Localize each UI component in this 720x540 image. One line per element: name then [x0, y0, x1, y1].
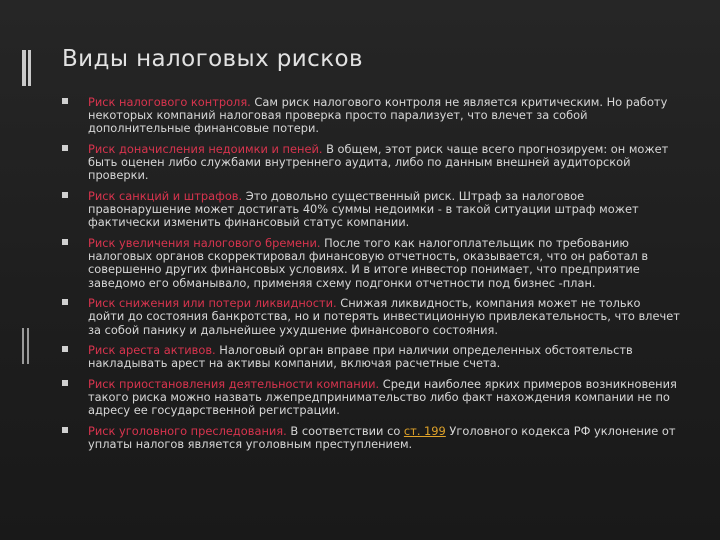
square-bullet-icon	[62, 192, 68, 198]
square-bullet-icon	[62, 427, 68, 433]
risk-name: Риск доначисления недоимки и пеней.	[88, 142, 323, 156]
list-item	[62, 190, 680, 230]
side-accent-bars	[22, 328, 32, 364]
risk-name: Риск санкций и штрафов.	[88, 189, 243, 203]
risk-description: После того как налогоплательщик по требованию налоговых органов скорректировал финансовую отчетность, оказывается, что он работал в совершенно других финансовых условиях. И в итоге инвестор понимает, что предприятие заведомо его обманывало, применяя схему подгонки отчетности под бизнес -план.	[88, 236, 649, 290]
risk-description: Среди наиболее ярких примеров возникновения такого риска можно назвать лжепредпринимательство либо факт нахождения компании не по адресу ее государственной регистрации.	[88, 377, 677, 418]
list-item	[62, 344, 680, 370]
list-item	[62, 237, 680, 290]
risk-name: Риск уголовного преследования.	[88, 424, 287, 438]
square-bullet-icon	[62, 299, 68, 305]
list-item	[62, 96, 680, 136]
risk-description: Налоговый орган вправе при наличии определенных обстоятельств накладывать арест на активы компании, включая расчетные счета.	[88, 343, 633, 371]
risk-description: В соответствии со	[286, 424, 404, 438]
risk-description: Уголовного кодекса РФ уклонение от уплаты налогов является уголовным преступлением.	[88, 424, 676, 452]
title-accent-bars	[22, 50, 32, 86]
slide-title: Виды налоговых рисков	[62, 46, 363, 72]
list-item	[62, 143, 680, 183]
risk-description: Снижая ликвидность, компания может не только дойти до состояния банкротства, но и потерять инвестиционную привлекательность, что влечет за собой панику и дальнейшее ухудшение финансового состояния.	[88, 296, 680, 337]
risk-description: Это довольно существенный риск. Штраф за налоговое правонарушение может достигать 40% суммы недоимки - в такой ситуации штраф может фактически изменить финансовый статус компании.	[88, 189, 639, 230]
accent-bar	[22, 328, 24, 364]
square-bullet-icon	[62, 98, 68, 104]
risk-name: Риск ареста активов.	[88, 343, 216, 358]
risk-name: Риск приостановления деятельности компании.	[88, 377, 380, 391]
square-bullet-icon	[62, 380, 68, 386]
accent-bar	[27, 328, 29, 364]
article-199-link[interactable]: ст. 199	[403, 424, 446, 438]
square-bullet-icon	[62, 346, 68, 352]
list-item	[62, 297, 680, 337]
risk-description: В общем, этот риск чаще всего прогнозируем: он может быть оценен либо службами внутреннего аудита, либо по данным внешней аудиторской проверки.	[88, 142, 669, 183]
risk-description: Сам риск налогового контроля не является критическим. Но работу некоторых компаний налоговая проверка просто парализует, что влечет за собой дополнительные финансовые потери.	[88, 95, 668, 136]
risk-name: Риск налогового контроля.	[88, 95, 251, 109]
risk-name: Риск снижения или потери ликвидности.	[88, 296, 337, 311]
list-item	[62, 425, 680, 451]
square-bullet-icon	[62, 145, 68, 151]
accent-bar	[28, 50, 31, 86]
accent-bar	[22, 50, 26, 86]
square-bullet-icon	[62, 239, 68, 245]
list-item	[62, 378, 680, 418]
risk-name: Риск увеличения налогового бремени.	[88, 236, 321, 250]
risk-list	[62, 96, 680, 459]
